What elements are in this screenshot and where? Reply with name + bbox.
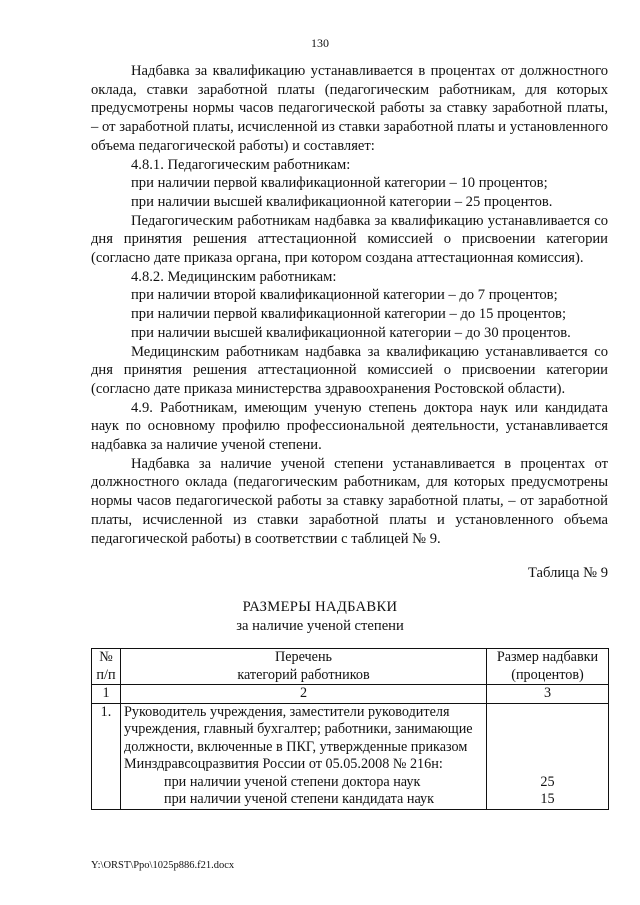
paragraph-highest-category-med: при наличии высшей квалификационной категории – до 30 процентов. [131,324,571,341]
paragraph-med-effective-date: Медицинским работникам надбавка за квалификацию устанавливается со дня принятия решения аттестационной комиссией о присвоении категории (согласно дате приказа министерства здравоохранения Ростовской области). [91,343,608,397]
paragraph-degree-bonus: Надбавка за наличие ученой степени устанавливается в процентах от должностного оклада (педагогическим работникам, для которых предусмотрены нормы часов педагогической работы за ставку заработной платы, – от заработной платы, исчисленной из ставки заработной платы и установленного объема педагогической работы) в соответствии с таблицей № 9. [91,455,608,547]
footer-file-path: Y:\ORST\Ppo\1025p886.f21.docx [91,860,235,871]
paragraph-4-8-1: 4.8.1. Педагогическим работникам: [131,156,351,173]
table-title-block [0,598,640,636]
header-number: № п/п [92,649,121,685]
paragraph-4-8-2: 4.8.2. Медицинским работникам: [131,268,337,285]
row-values-cell [487,703,609,809]
row-description: Руководитель учреждения, заместители руководителя учреждения, главный бухгалтер; работники, занимающие должности, включенные в ПКГ, утвержденные приказом Минздравсоцразвития России от 05.05.2008 № 216н: [124,703,473,772]
page-number: 130 [311,36,329,50]
column-number-2: 2 [121,685,487,704]
paragraph-first-category-med: при наличии первой квалификационной категории – до 15 процентов; [131,306,566,323]
paragraph-qualification-bonus: Надбавка за квалификацию устанавливается в процентах от должностного оклада, ставки заработной платы (педагогическим работникам, для которых предусмотрены нормы часов педагогической работы за ставку заработной платы, – от заработной платы, исчисленной из ставки заработной платы и установленного объема педагогической работы) и составляет: [91,63,608,154]
paragraph-highest-category-ped: при наличии высшей квалификационной категории – 25 процентов. [131,193,553,210]
paragraph-second-category-med: при наличии второй квалификационной категории – до 7 процентов; [131,287,558,304]
table-caption: Таблица № 9 [528,565,608,581]
row-number: 1. [92,703,121,809]
table-subtitle: за наличие ученой степени [236,618,404,634]
header-categories: Перечень категорий работников [121,649,487,685]
row-item-doctor: при наличии ученой степени доктора наук [164,773,421,790]
row-description-cell [121,703,487,809]
body-text [91,62,608,548]
paragraph-ped-effective-date: Педагогическим работникам надбавка за квалификацию устанавливается со дня принятия решения аттестационной комиссией о присвоении категории (согласно дате приказа органа, при котором создана аттестационная комиссия). [91,212,608,267]
table-title: РАЗМЕРЫ НАДБАВКИ [242,599,398,615]
value-candidate: 15 [540,791,555,807]
table-header-row [92,649,609,685]
paragraph-first-category-ped: при наличии первой квалификационной категории – 10 процентов; [131,175,548,192]
column-number-3: 3 [487,685,609,704]
table-row [92,703,609,809]
table-column-numbers-row [92,685,609,704]
bonus-table [91,648,609,810]
value-doctor: 25 [540,773,555,790]
column-number-1: 1 [92,685,121,704]
row-item-candidate: при наличии ученой степени кандидата наук [164,791,435,807]
header-bonus-size: Размер надбавки (процентов) [487,649,609,685]
paragraph-4-9: 4.9. Работникам, имеющим ученую степень доктора наук или кандидата наук по основному профилю профессиональной деятельности, устанавливается надбавка за наличие ученой степени. [91,399,608,454]
